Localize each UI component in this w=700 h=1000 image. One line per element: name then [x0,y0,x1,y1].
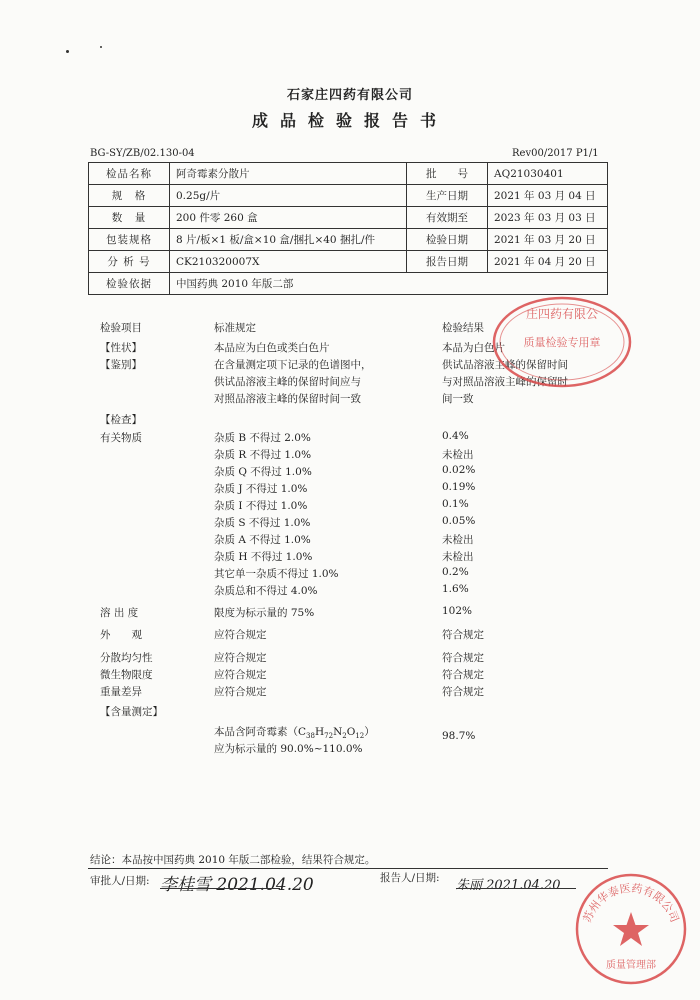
standard-text: 应符合规定 [214,669,267,681]
field-value: 2023 年 03 月 03 日 [488,207,608,229]
field-value: 阿奇霉素分散片 [170,163,407,185]
result-text: 供试品溶液主峰的保留时间 [442,359,568,371]
header-standard: 标准规定 [214,322,256,334]
stamp-inner-text: 质量管理部 [606,960,656,971]
result-text: 与对照品溶液主峰的保留时 [442,376,568,388]
reporter-label: 报告人/日期: [380,872,440,884]
result-text: 0.1% [442,498,469,510]
standard-text: 杂质 B 不得过 2.0% [214,432,311,444]
product-info-table [88,162,608,295]
result-text: 未检出 [442,449,474,461]
field-label: 批 号 [407,163,488,185]
field-value: 2021 年 04 月 20 日 [488,251,608,273]
result-text: 102% [442,605,473,617]
field-value: 中国药典 2010 年版二部 [170,273,608,295]
result-text: 0.05% [442,515,476,527]
standard-text: 杂质 H 不得过 1.0% [214,551,313,563]
signature-line [456,888,576,889]
section-label: 【检查】 [100,414,142,426]
field-label: 分 析 号 [89,251,170,273]
standard-text: 对照品溶液主峰的保留时间一致 [214,393,361,405]
item-label: 分散均匀性 [100,652,153,664]
field-label: 检验依据 [89,273,170,295]
assay-standard-line1: 本品含阿奇霉素$(C_{38}H_{72}N_2O_{12})$ [214,726,375,741]
table-row [89,229,608,251]
stamp-inner-text: 质量检验专用章 [523,336,601,349]
scan-speck [66,50,69,53]
header-item: 检验项目 [100,322,142,334]
item-label: 重量差异 [100,686,142,698]
result-text: 0.2% [442,566,469,578]
divider [88,868,608,869]
field-value: AQ21030401 [488,163,608,185]
result-text: 0.19% [442,481,476,493]
standard-text: 供试品溶液主峰的保留时间应与 [214,376,361,388]
approver-label: 审批人/日期: [90,875,150,887]
stamp-outer-text: 苏州华泰医药有限公司 [580,881,682,925]
item-label: 溶 出 度 [100,607,139,619]
field-value: CK210320007X [170,251,407,273]
scan-speck [100,46,102,48]
item-label: 微生物限度 [100,669,153,681]
field-label: 生产日期 [407,185,488,207]
company-seal-stamp [488,290,636,400]
item-label: 有关物质 [100,432,142,444]
field-label: 数 量 [89,207,170,229]
document-number: BG-SY/ZB/02.130-04 [90,148,195,159]
field-value: 2021 年 03 月 04 日 [488,185,608,207]
table-row [89,207,608,229]
result-text: 本品为白色片 [442,342,505,354]
standard-text: 本品应为白色或类白色片 [214,342,330,354]
header-result: 检验结果 [442,322,484,334]
standard-text: 杂质 A 不得过 1.0% [214,534,311,546]
standard-text: 限度为标示量的 75% [214,607,315,619]
field-label: 检验日期 [407,229,488,251]
result-text: 98.7% [442,730,476,742]
revision-info: Rev00/2017 P1/1 [512,148,599,159]
field-label: 规 格 [89,185,170,207]
stamp-outer-text: 庄四药有限公 [525,307,599,321]
table-row [89,251,608,273]
standard-text: 应符合规定 [214,652,267,664]
result-text: 1.6% [442,583,469,595]
field-label: 包装规格 [89,229,170,251]
approver-signature: 李桂雪 2021.04.20 [160,875,314,895]
standard-text: 杂质 R 不得过 1.0% [214,449,312,461]
field-label: 报告日期 [407,251,488,273]
result-text: 0.4% [442,430,469,442]
result-text: 0.02% [442,464,476,476]
standard-text: 杂质 J 不得过 1.0% [214,483,308,495]
standard-text: 杂质 I 不得过 1.0% [214,500,308,512]
item-label: 外 观 [100,629,142,641]
field-value: 0.25g/片 [170,185,407,207]
standard-text: 杂质总和不得过 4.0% [214,585,318,597]
standard-text: 应符合规定 [214,629,267,641]
star-icon [613,912,649,946]
reporter-signature: 朱丽 2021.04.20 [456,878,561,893]
standard-text: 应符合规定 [214,686,267,698]
signature-line [160,888,280,889]
section-label: 【性状】 [100,342,142,354]
result-text: 未检出 [442,551,474,563]
company-name: 石家庄四药有限公司 [286,88,413,103]
field-value: 8 片/板×1 板/盒×10 盒/捆扎×40 捆扎/件 [170,229,407,251]
table-row [89,163,608,185]
standard-text: 杂质 S 不得过 1.0% [214,517,311,529]
result-text: 间一致 [442,393,474,405]
assay-standard-line2: 应为标示量的 90.0%~110.0% [214,743,363,755]
result-text: 符合规定 [442,652,484,664]
report-title: 成品检验报告书 [251,111,448,130]
standard-text: 其它单一杂质不得过 1.0% [214,568,339,580]
table-row [89,185,608,207]
result-text: 符合规定 [442,669,484,681]
standard-text: 杂质 Q 不得过 1.0% [214,466,312,478]
conclusion-text: 结论：本品按中国药典 2010 年版二部检验，结果符合规定。 [90,854,376,866]
qa-seal-stamp [572,868,690,990]
result-text: 未检出 [442,534,474,546]
result-text: 符合规定 [442,686,484,698]
result-text: 符合规定 [442,629,484,641]
field-label: 检品名称 [89,163,170,185]
field-label: 有效期至 [407,207,488,229]
section-label: 【含量测定】 [100,706,163,718]
section-label: 【鉴别】 [100,359,142,371]
field-value: 2021 年 03 月 20 日 [488,229,608,251]
field-value: 200 件零 260 盒 [170,207,407,229]
standard-text: 在含量测定项下记录的色谱图中， [214,359,372,371]
